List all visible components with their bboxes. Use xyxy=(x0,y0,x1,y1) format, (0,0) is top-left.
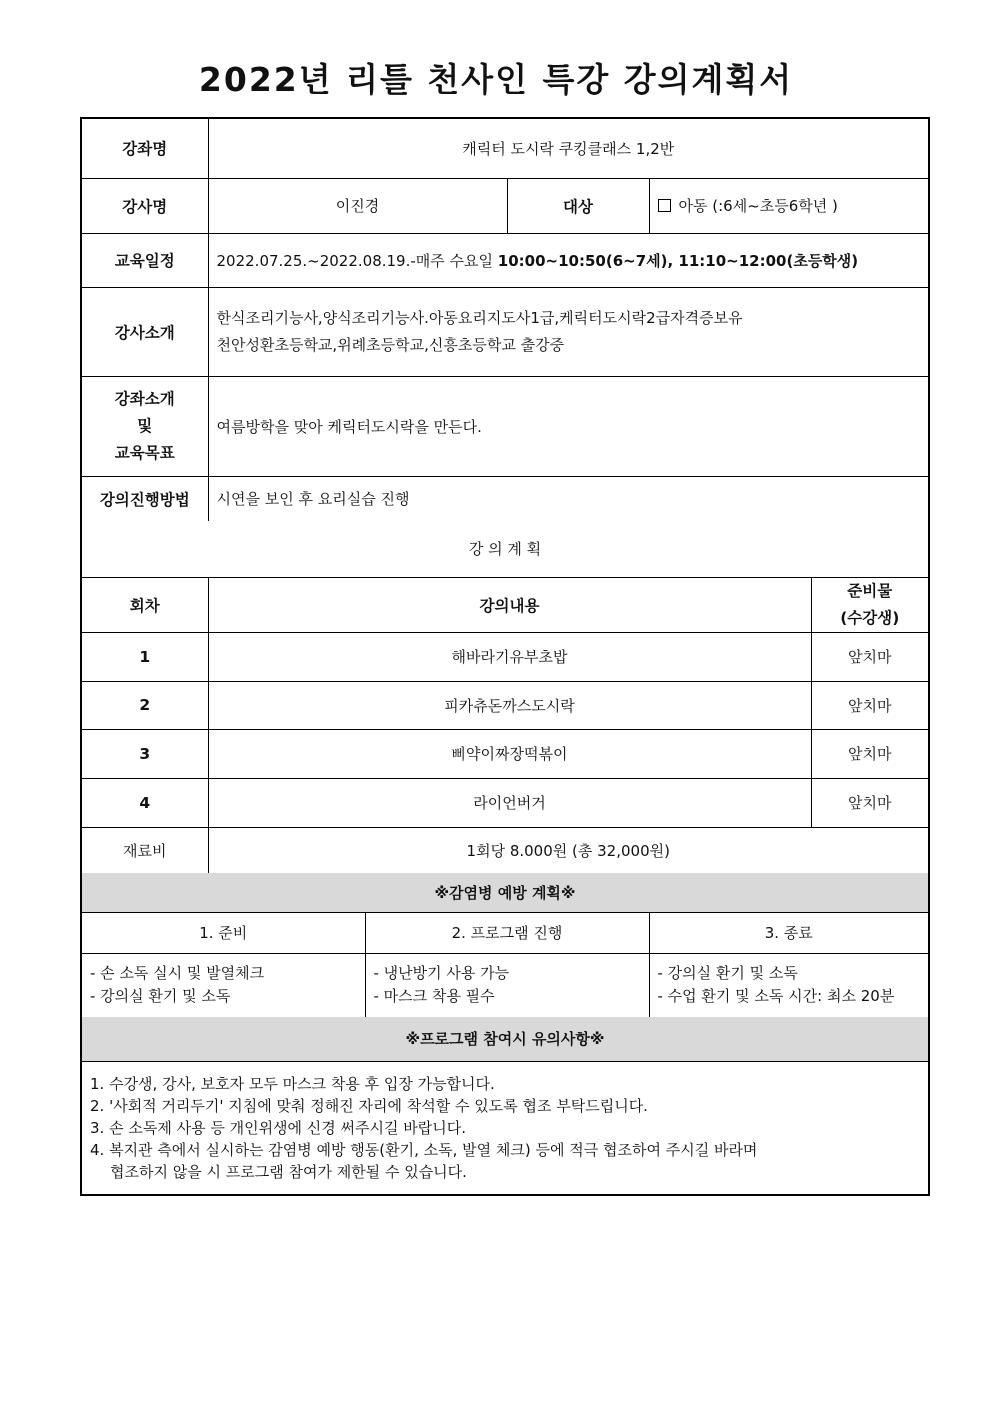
session-content: 라이언버거 xyxy=(208,778,811,827)
intro-row xyxy=(82,287,928,376)
document-title: 2022년 리틀 천사인 특강 강의계획서 xyxy=(198,60,794,99)
goal-row xyxy=(82,376,928,476)
prevention-header: 1. 준비 xyxy=(82,912,365,953)
method-row xyxy=(82,476,928,521)
prevention-table xyxy=(82,873,928,1017)
list-item: - 수업 환기 및 소독 시간: 최소 20분 xyxy=(657,987,895,1006)
target-label: 대상 xyxy=(507,178,649,233)
prevention-title: ※감염병 예방 계획※ xyxy=(82,873,928,912)
intro-line: 한식조리기능사,양식조리기능사.아동요리지도사1급,케릭터도시락2급자격증보유 xyxy=(216,308,743,327)
list-item: - 손 소독 실시 및 발열체크 xyxy=(90,964,265,983)
schedule-value xyxy=(208,233,928,287)
prevention-items xyxy=(82,953,365,1017)
session-header: 회차 xyxy=(82,577,208,632)
notice-title: ※프로그램 참여시 유의사항※ xyxy=(82,1017,928,1061)
schedule-times: 10:00~10:50(6~7세), 11:10~12:00(초등학생) xyxy=(497,251,859,270)
session-prep: 앞치마 xyxy=(811,778,928,827)
prep-header-line: 준비물 xyxy=(847,581,893,600)
prevention-header-row xyxy=(82,912,928,953)
session-number: 4 xyxy=(82,778,208,827)
intro-value xyxy=(208,287,928,376)
table-row xyxy=(82,729,928,778)
session-prep: 앞치마 xyxy=(811,632,928,681)
session-number: 1 xyxy=(82,632,208,681)
plan-header-row xyxy=(82,577,928,632)
course-row xyxy=(82,119,928,178)
session-content: 피카츄돈까스도시락 xyxy=(208,681,811,729)
list-item: 3. 손 소독제 사용 등 개인위생에 신경 써주시길 바랍니다. xyxy=(90,1118,467,1137)
notice-items-row xyxy=(82,1061,928,1194)
prevention-title-row xyxy=(82,873,928,912)
prevention-items xyxy=(365,953,649,1017)
material-label: 재료비 xyxy=(82,827,208,873)
session-content: 삐약이짜장떡볶이 xyxy=(208,729,811,778)
course-value: 캐릭터 도시락 쿠킹클래스 1,2반 xyxy=(208,119,928,178)
target-cell xyxy=(649,178,928,233)
list-item: - 강의실 환기 및 소독 xyxy=(657,964,798,983)
plan-section-row xyxy=(82,521,928,577)
schedule-row xyxy=(82,233,928,287)
session-content: 해바라기유부초밥 xyxy=(208,632,811,681)
session-prep: 앞치마 xyxy=(811,729,928,778)
goal-label xyxy=(82,376,208,476)
schedule-label: 교육일정 xyxy=(82,233,208,287)
notice-items xyxy=(82,1061,928,1194)
table-row xyxy=(82,681,928,729)
list-item-continued: 협조하지 않을 시 프로그램 참여가 제한될 수 있습니다. xyxy=(110,1162,467,1181)
material-value: 1회당 8.000원 (총 32,000원) xyxy=(208,827,928,873)
instructor-value: 이진경 xyxy=(208,178,507,233)
prevention-header: 3. 종료 xyxy=(649,912,928,953)
prevention-items-row xyxy=(82,953,928,1017)
prep-header-line: (수강생) xyxy=(840,608,900,627)
goal-label-line: 및 xyxy=(137,416,153,435)
notice-table xyxy=(82,1017,928,1194)
prevention-items xyxy=(649,953,928,1017)
session-number: 3 xyxy=(82,729,208,778)
instructor-row xyxy=(82,178,928,233)
goal-label-line: 교육목표 xyxy=(114,443,175,462)
goal-label-line: 강좌소개 xyxy=(114,389,175,408)
method-label: 강의진행방법 xyxy=(82,476,208,521)
content-header: 강의내용 xyxy=(208,577,811,632)
target-value: 아동 (:6세~초등6학년 ) xyxy=(678,197,838,215)
list-item: 4. 복지관 측에서 실시하는 감염병 예방 행동(환기, 소독, 발열 체크) 등에 적극 협조하여 주시길 바라며 xyxy=(90,1140,758,1159)
intro-line: 천안성환초등학교,위례초등학교,신흥초등학교 출강중 xyxy=(216,335,565,354)
prep-header xyxy=(811,577,928,632)
checkbox-icon[interactable] xyxy=(658,199,671,212)
instructor-label: 강사명 xyxy=(82,178,208,233)
plan-table xyxy=(82,521,928,873)
method-value: 시연을 보인 후 요리실습 진행 xyxy=(208,476,928,521)
material-row xyxy=(82,827,928,873)
table-row xyxy=(82,632,928,681)
plan-form xyxy=(80,117,930,1196)
schedule-dates: 2022.07.25.~2022.08.19.-매주 수요일 xyxy=(216,251,498,270)
list-item: - 냉난방기 사용 가능 xyxy=(373,964,510,983)
plan-section-title: 강 의 계 획 xyxy=(82,521,928,577)
goal-value: 여름방학을 맞아 케릭터도시락을 만든다. xyxy=(208,376,928,476)
list-item: 2. '사회적 거리두기' 지침에 맞춰 정해진 자리에 착석할 수 있도록 협조 부탁드립니다. xyxy=(90,1096,648,1115)
session-prep: 앞치마 xyxy=(811,681,928,729)
list-item: - 강의실 환기 및 소독 xyxy=(90,987,231,1006)
course-label: 강좌명 xyxy=(82,119,208,178)
table-row xyxy=(82,778,928,827)
notice-title-row xyxy=(82,1017,928,1061)
info-table xyxy=(82,119,928,521)
list-item: 1. 수강생, 강사, 보호자 모두 마스크 착용 후 입장 가능합니다. xyxy=(90,1074,495,1093)
session-number: 2 xyxy=(82,681,208,729)
list-item: - 마스크 착용 필수 xyxy=(373,987,495,1006)
prevention-header: 2. 프로그램 진행 xyxy=(365,912,649,953)
intro-label: 강사소개 xyxy=(82,287,208,376)
